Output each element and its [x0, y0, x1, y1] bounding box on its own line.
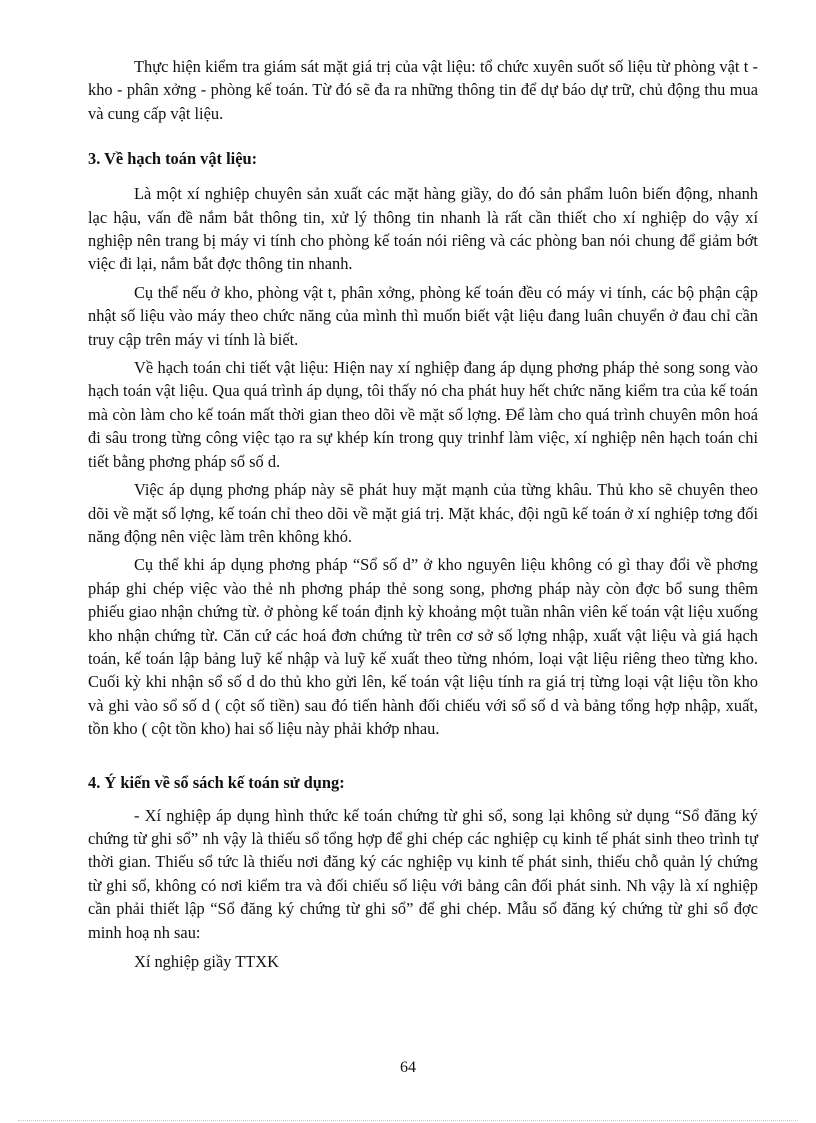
section-4-heading: 4. Ý kiến về sổ sách kế toán sử dụng:: [88, 772, 345, 792]
section-3-paragraph-4: Việc áp dụng phơng pháp này sẽ phát huy mặt mạnh của từng khâu. Thủ kho sẽ chuyên theo dõi về mặt số lợng, kế toán chỉ theo dõi về mặt giá trị. Mặt khác, đội ngũ kế toán ở xí nghiệp tơng đối năng động nên việc làm trên không khó.: [88, 480, 758, 546]
section-3-paragraph-1: Là một xí nghiệp chuyên sản xuất các mặt hàng giầy, do đó sản phẩm luôn biến động, nhanh lạc hậu, vấn đề nắm bắt thông tin, xử lý thông tin nhanh là rất cần thiết cho xí nghiệp do vậy xí nghiệp nên trang bị máy vi tính cho phòng kế toán nói riêng và các phòng ban nói chung để giảm bớt việc đi lại, nắm bắt đợc thông tin nhanh.: [88, 184, 758, 274]
section-3-paragraph-2: Cụ thể nếu ở kho, phòng vật t, phân xởng, phòng kế toán đều có máy vi tính, các bộ phận cập nhật số liệu vào máy theo chức năng của mình thì muốn biết vật liệu đang luân chuyển ở đau chỉ cần truy cập trên máy vi tính là biết.: [88, 282, 758, 349]
page-bottom-divider: [18, 1120, 798, 1121]
section-4-paragraph-1: - Xí nghiệp áp dụng hình thức kế toán chứng từ ghi sổ, song lại không sử dụng “Sổ đăng ký chứng từ ghi sổ” nh vậy là thiếu sổ tổng hợp để ghi chép các nghiệp cụ kinh tế phát sinh theo trình tự thời gian. Thiếu sổ tức là thiếu nơi đăng ký các nghiệp vụ kinh tế phát sinh, thiếu chỗ quản lý chứng từ ghi sổ, không có nơi kiểm tra và đối chiếu số liệu với bảng cân đối phát sinh. Nh vậy là xí nghiệp cần phải thiết lập “Sổ đăng ký chứng từ ghi sổ” để ghi chép. Mẫu sổ đăng ký chứng từ ghi sổ đợc minh hoạ nh sau:: [88, 805, 758, 942]
section-3-paragraph-3: Về hạch toán chi tiết vật liệu: Hiện nay xí nghiệp đang áp dụng phơng pháp thẻ song song vào hạch toán vật liệu. Qua quá trình áp dụng, tôi thấy nó cha phát huy hết chức năng kiểm tra của kế toán mà còn làm cho kế toán mất thời gian theo dõi về mặt số lợng. Để làm cho quá trình chuyên môn hoá đi sâu trong từng công việc tạo ra sự khép kín trong quy trinhf làm việc, xí nghiệp nên hạch toán chi tiết bằng phơng pháp sổ số d.: [88, 358, 758, 471]
section-3-heading: 3. Về hạch toán vật liệu:: [88, 149, 258, 169]
document-page: [88, 55, 758, 978]
company-name: Xí nghiệp giầy TTXK: [134, 952, 279, 971]
section-3-paragraph-5: Cụ thể khi áp dụng phơng pháp “Sổ số d” ở kho nguyên liệu không có gì thay đổi về phơng pháp ghi chép việc vào thẻ nh phơng pháp thẻ song song, phơng pháp này còn đợc bổ sung thêm phiếu giao nhận chứng từ. ở phòng kế toán định kỳ khoảng một tuần nhân viên kế toán vật liệu xuống kho nhận chứng từ. Căn cứ các hoá đơn chứng từ trên cơ sở số lợng nhập, xuất vật liệu và giá hạch toán, kế toán lập bảng luỹ kế nhập và luỹ kế xuất theo từng nhóm, loại vật liệu riêng theo từng kho. Cuối kỳ khi nhận sổ số d do thủ kho gửi lên, kế toán vật liệu tính ra giá trị từng loại vật liệu tồn kho và ghi vào sổ số d ( cột số tiền) sau đó tiến hành đối chiếu với sổ số d và bảng tổng hợp nhập, xuất, tồn kho ( cột tồn kho) hai số liệu này phải khớp nhau.: [88, 555, 758, 739]
intro-paragraph: Thực hiện kiểm tra giám sát mặt giá trị của vật liệu: tổ chức xuyên suốt số liệu từ phòng vật t - kho - phân xởng - phòng kế toán. Từ đó sẽ đa ra những thông tin để dự báo dự trữ, chủ động thu mua và cung cấp vật liệu.: [88, 57, 758, 123]
page-number: 64: [400, 1059, 416, 1076]
